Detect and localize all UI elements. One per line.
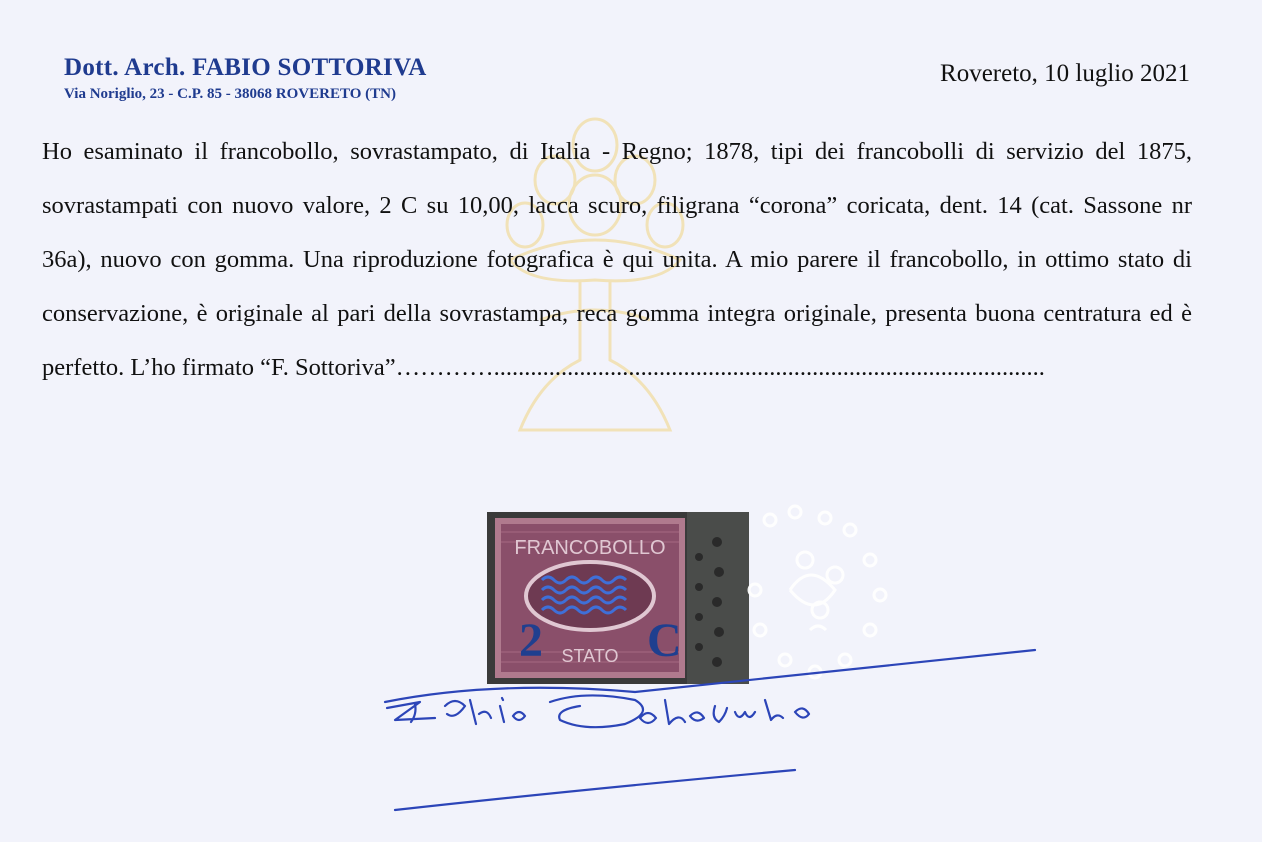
signature-icon: [375, 640, 1055, 830]
surcharge-unit: C: [647, 614, 682, 667]
issuer-name: Dott. Arch. FABIO SOTTORIVA: [64, 54, 427, 81]
certificate-text: Ho esaminato il francobollo, sovrastampato, di Italia - Regno; 1878, tipi dei francobolli di servizio del 1875, sovrastampati con nuovo valore, 2 C su 10,00, lacca scuro, filigrana “corona” coricata, dent. 14 (cat. Sassone nr 36a), nuovo con gomma. Una riproduzione fotografica è qui unita. A mio parere il francobollo, in ottimo stato di conservazione, è originale al pari della sovrastampa, reca gomma integra originale, presenta buona centratura ed è perfetto. L’ho firmato “F. Sottoriva”…………..........................................................................................: [42, 138, 1192, 381]
surcharge-value: 2: [519, 614, 543, 667]
stamp-top-text: FRANCOBOLLO: [514, 537, 666, 559]
issuer-address: Via Noriglio, 23 - C.P. 85 - 38068 ROVERETO (TN): [64, 86, 396, 102]
letterhead: [64, 54, 427, 103]
stamp-bottom-text: STATO: [561, 646, 619, 666]
place-date: Rovereto, 10 luglio 2021: [940, 60, 1190, 87]
